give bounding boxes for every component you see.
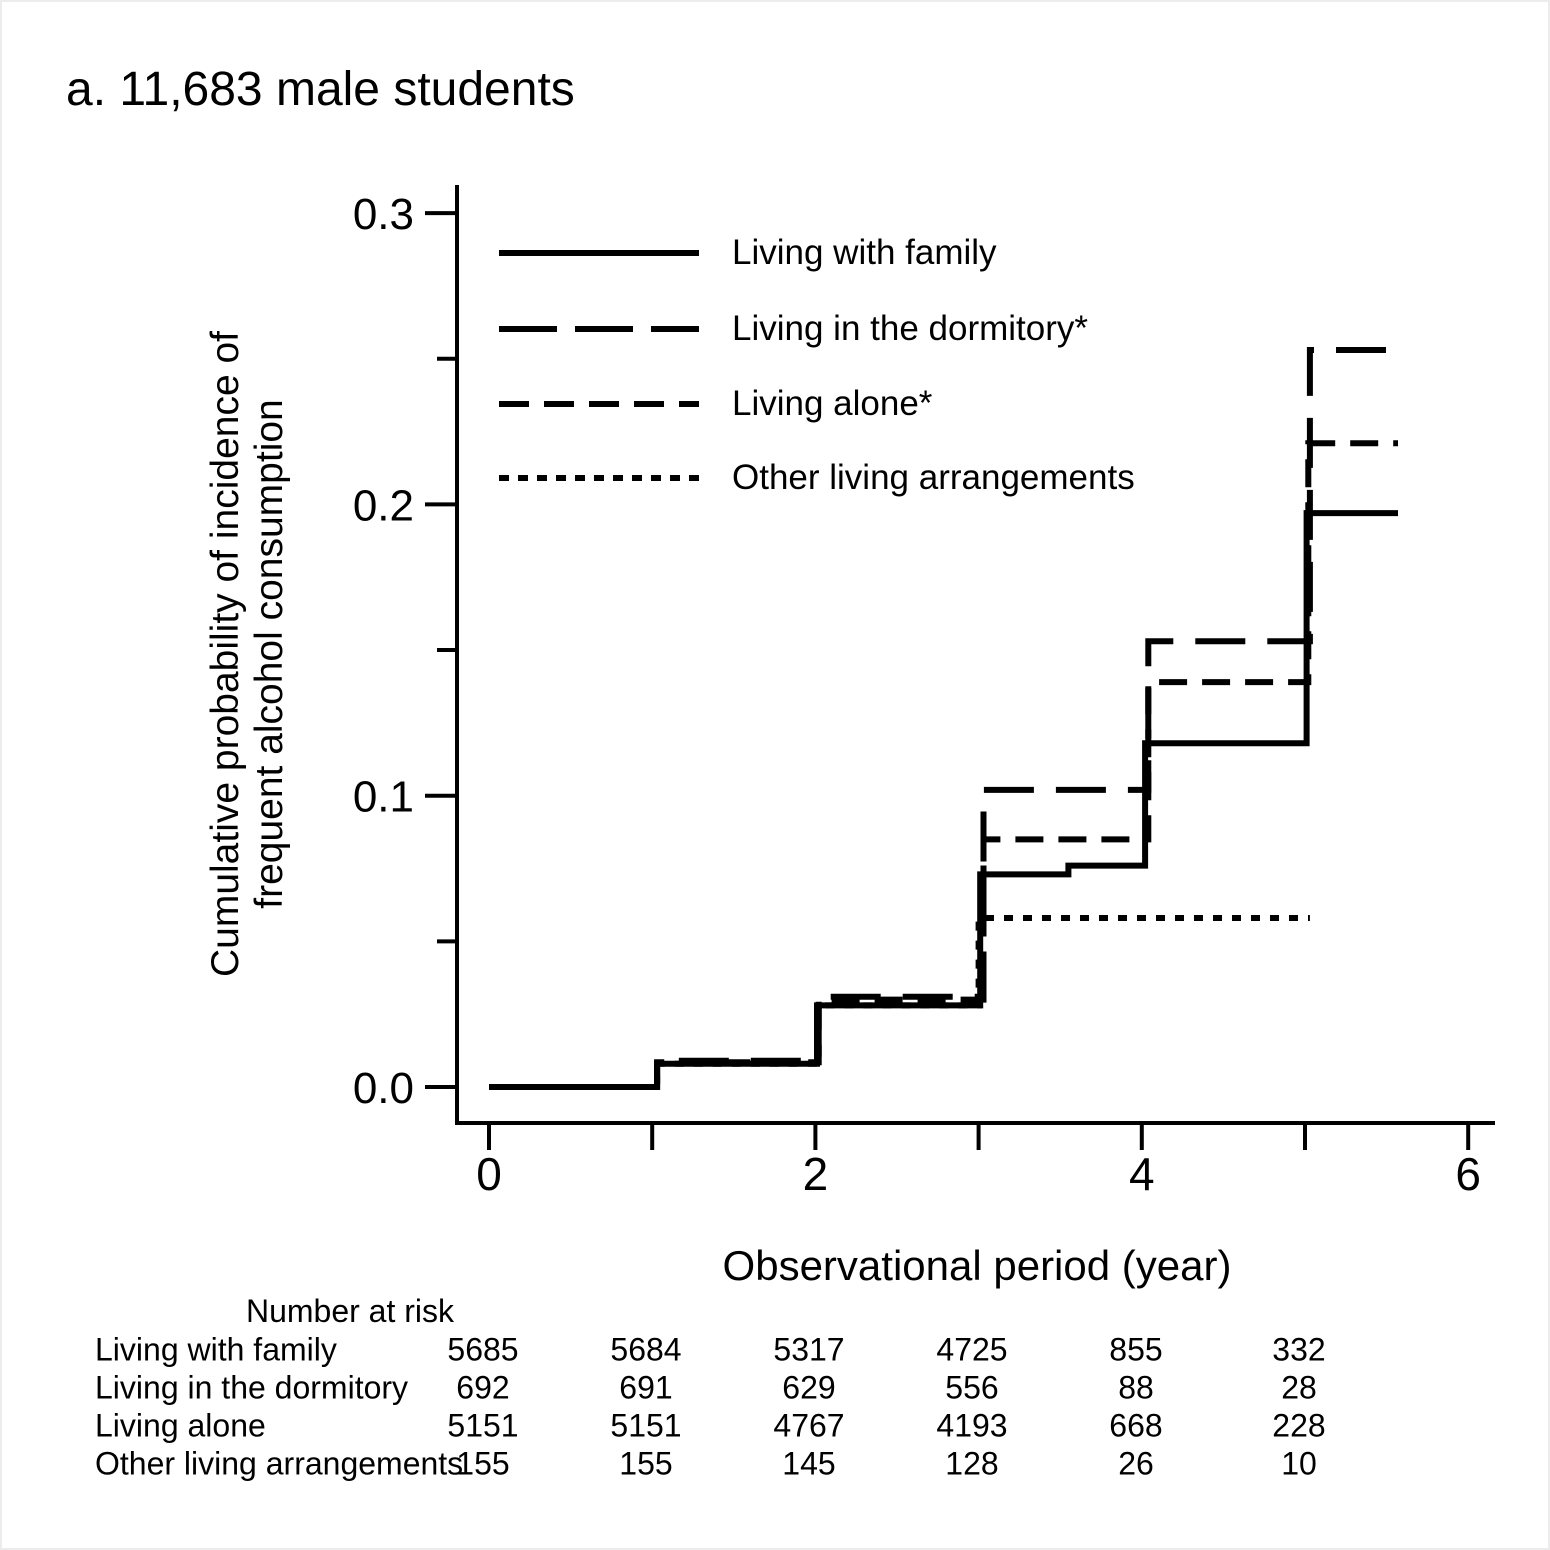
- legend-item-living-alone: [499, 384, 932, 424]
- risk-value: 668: [1109, 1407, 1163, 1444]
- risk-table-header: Number at risk: [245, 1293, 455, 1329]
- legend-item-other-living-arrangements: [499, 458, 1135, 498]
- legend-item-living-in-the-dormitory: [499, 309, 1088, 349]
- legend-line-sample-dot: [499, 475, 699, 481]
- risk-value: 228: [1272, 1407, 1326, 1444]
- risk-value: 556: [945, 1369, 999, 1406]
- y-tick-label: 0.1: [352, 772, 414, 822]
- risk-row-label: Living in the dormitory: [95, 1369, 409, 1406]
- y-axis-title-line-2: frequent alcohol consumption: [248, 399, 291, 909]
- legend-label: Other living arrangements: [732, 458, 1135, 497]
- risk-value: 4725: [936, 1331, 1008, 1368]
- legend-line-sample-solid: [499, 250, 699, 256]
- x-tick-label: 0: [476, 1148, 502, 1200]
- legend-item-living-with-family: [499, 233, 997, 273]
- legend-line-sample-dash: [499, 401, 699, 407]
- x-tick-label: 2: [802, 1148, 829, 1200]
- y-tick-label: 0.3: [352, 190, 414, 240]
- risk-value: 5151: [447, 1407, 519, 1444]
- risk-value: 88: [1118, 1369, 1154, 1406]
- risk-value: 5685: [447, 1331, 519, 1368]
- risk-row-label: Other living arrangements: [95, 1445, 464, 1482]
- risk-value: 692: [456, 1369, 510, 1406]
- x-axis-title: Observational period (year): [722, 1242, 1232, 1289]
- risk-value: 855: [1109, 1331, 1163, 1368]
- risk-value: 5151: [610, 1407, 682, 1444]
- risk-value: 691: [619, 1369, 673, 1406]
- x-tick-label: 6: [1455, 1148, 1481, 1200]
- risk-value: 5684: [610, 1331, 682, 1368]
- risk-value: 629: [782, 1369, 836, 1406]
- legend-line-sample-long-dash: [499, 326, 699, 332]
- risk-value: 10: [1281, 1445, 1317, 1482]
- figure-title: a. 11,683 male students: [66, 63, 575, 116]
- y-tick-label: 0.2: [352, 481, 414, 531]
- legend-label: Living alone*: [732, 384, 933, 423]
- risk-value: 28: [1281, 1369, 1317, 1406]
- x-tick-label: 4: [1129, 1148, 1155, 1200]
- y-tick-label: 0.0: [352, 1064, 414, 1113]
- risk-value: 332: [1272, 1331, 1326, 1368]
- legend-label: Living in the dormitory*: [732, 309, 1088, 348]
- risk-value: 26: [1118, 1445, 1154, 1482]
- risk-value: 155: [619, 1445, 673, 1482]
- risk-value: 155: [456, 1445, 510, 1482]
- curve-living-alone: [489, 443, 1398, 1087]
- risk-value: 128: [945, 1445, 999, 1482]
- y-axis-title: [204, 244, 294, 1064]
- risk-value: 4193: [936, 1407, 1008, 1444]
- legend-label: Living with family: [732, 233, 997, 272]
- risk-value: 5317: [773, 1331, 845, 1368]
- risk-row-label: Living alone: [95, 1407, 266, 1444]
- risk-value: 4767: [773, 1407, 845, 1444]
- risk-value: 145: [782, 1445, 836, 1482]
- risk-row-label: Living with family: [95, 1331, 337, 1368]
- y-axis-title-line-1: Cumulative probability of incidence of: [204, 331, 247, 978]
